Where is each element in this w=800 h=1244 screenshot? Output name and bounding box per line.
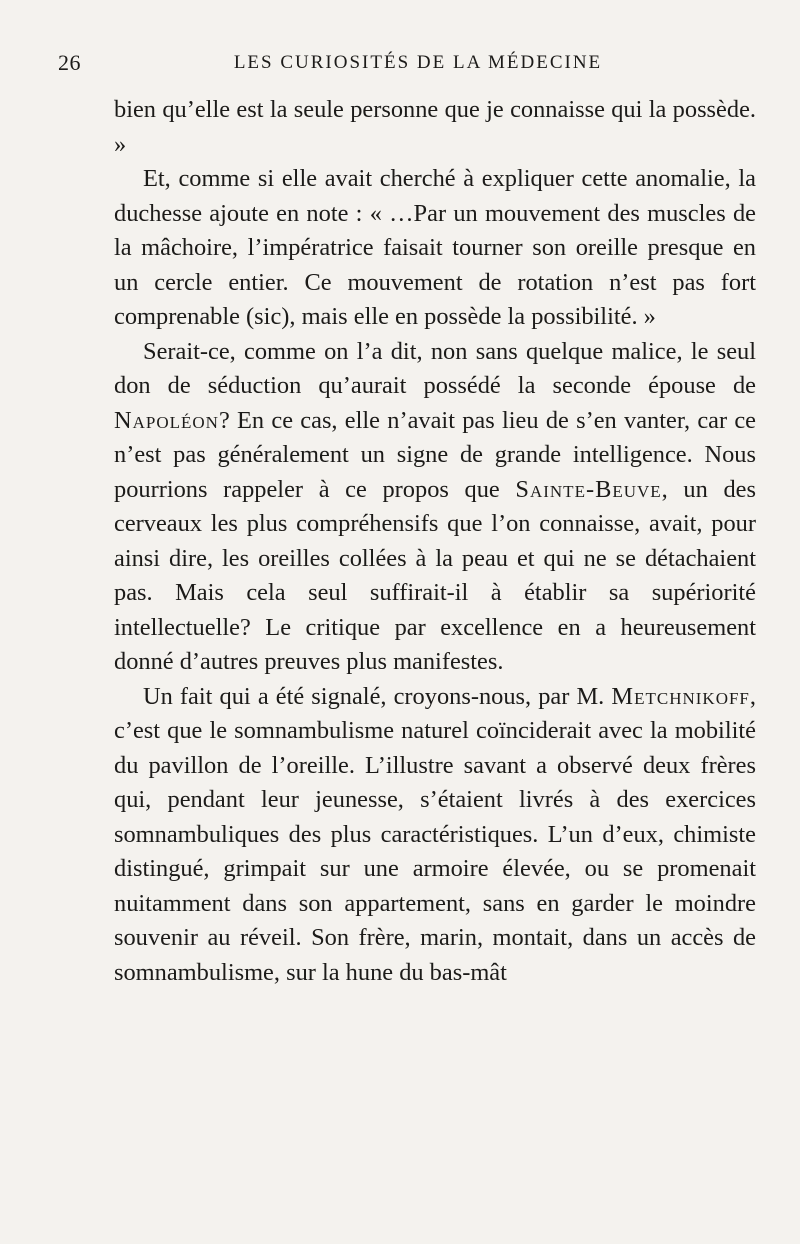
running-title: LES CURIOSITÉS DE LA MÉDECINE	[233, 52, 603, 73]
page-header	[58, 50, 758, 80]
paragraph-2: Et, comme si elle avait cherché à expliquer cette anomalie, la duchesse ajoute en note : « …Par un mouvement des muscles de la mâchoire, l’impératrice faisait tourner son oreille presque en un cercle entier. Ce mouvement de rotation n’est pas fort comprenable (sic), mais elle en possède la possibilité. »	[114, 165, 756, 330]
name-sainte-beuve: Sainte-Beuve	[515, 475, 662, 503]
paragraph-3	[114, 335, 756, 680]
paragraph-4-text-b: , c’est que le somnambulisme naturel coïnciderait avec la mobilité du pavillon de l’oreille. L’illustre savant a observé deux frères qui, pendant leur jeunesse, s’étaient livrés à des exercices somnambuliques des plus caractéristiques. L’un d’eux, chimiste distingué, grimpait sur une armoire élevée, ou se promenait nuitamment dans son appartement, sans en garder le moindre souvenir au réveil. Son frère, marin, montait, dans un accès de somnambulisme, sur la hune du bas-mât	[114, 682, 756, 986]
paragraph-4	[114, 680, 756, 991]
name-napoleon: Napoléon	[114, 406, 219, 434]
paragraph-3-text-a: Serait-ce, comme on l’a dit, non sans quelque malice, le seul don de séduction qu’aurait possédé la seconde épouse de	[114, 337, 756, 399]
body-text	[114, 93, 756, 990]
paragraph-3-text-b: ? En ce cas, elle n’avait pas lieu de s’en vanter, car ce n’est pas généralement un signe de grande intelligence. Nous pourrions rappeler à ce propos que	[114, 406, 756, 503]
name-metchnikoff: Metchnikoff	[611, 682, 750, 710]
paragraph-3-text-c: , un des cerveaux les plus compréhensifs que l’on connaisse, avait, pour ainsi dire, les oreilles collées à la peau et qui ne se détachaient pas. Mais cela seul suffirait-il à établir sa supériorité intellectuelle? Le critique par excellence en a heureusement donné d’autres preuves plus manifestes.	[114, 475, 756, 675]
paragraph-4-text-a: Un fait qui a été signalé, croyons-nous, par M.	[143, 682, 612, 710]
paragraph-1: bien qu’elle est la seule personne que je connaisse qui la possède. »	[114, 96, 756, 158]
page-number: 26	[58, 50, 81, 75]
